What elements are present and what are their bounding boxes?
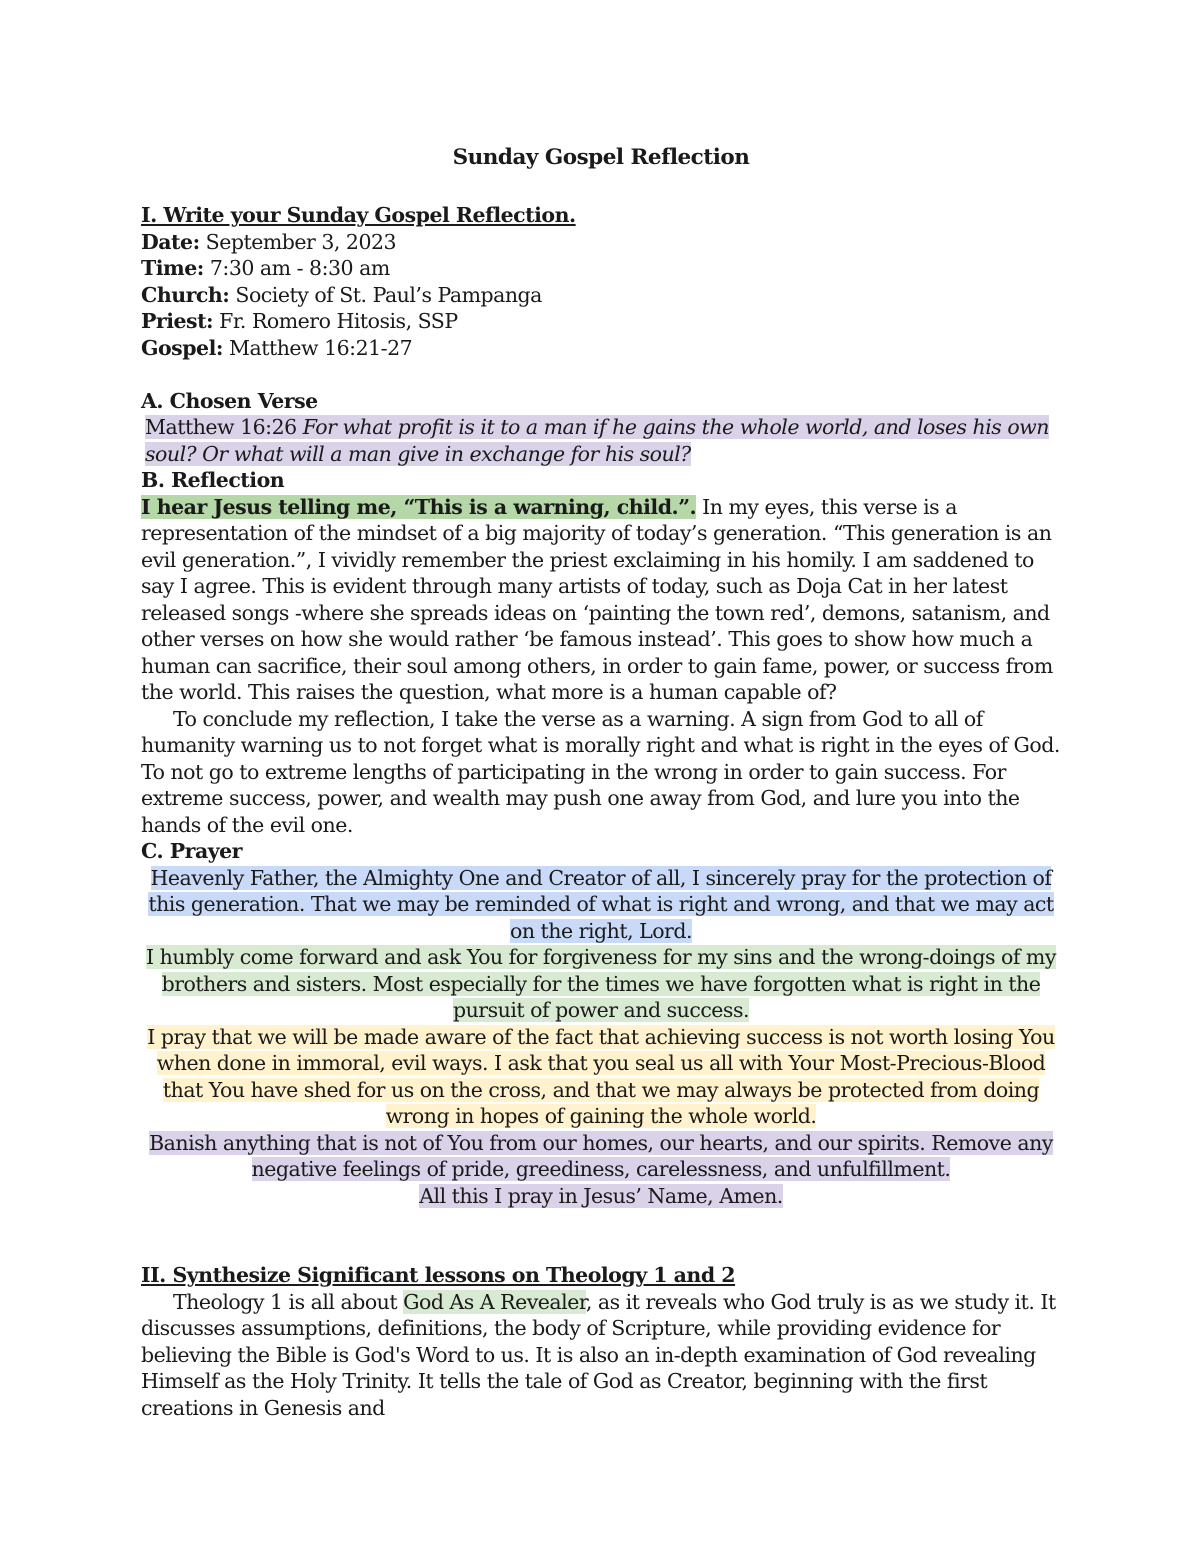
field-label: Church: xyxy=(141,282,230,307)
section-2-intro: Theology 1 is all about xyxy=(173,1289,404,1314)
section-2-heading: II. Synthesize Significant lessons on Theology 1 and 2 xyxy=(141,1263,736,1287)
field-value: Fr. Romero Hitosis, SSP xyxy=(219,309,458,333)
spacer xyxy=(141,1209,1061,1262)
field-church xyxy=(141,282,1061,309)
verse-reference: Matthew 16:26 xyxy=(145,415,303,439)
field-value: Matthew 16:21-27 xyxy=(229,335,413,360)
prayer-heading: C. Prayer xyxy=(141,839,242,863)
chosen-verse-text xyxy=(141,414,1061,467)
spacer xyxy=(141,361,1061,388)
prayer-text: Heavenly Father, the Almighty One and Creator of all, I sincerely pray for the protection of this generation. That we may be reminded of what is right and wrong, and that we may act on the right, Lord. xyxy=(148,865,1054,943)
prayer-paragraph-4 xyxy=(141,1130,1061,1210)
field-value: 7:30 am - 8:30 am xyxy=(209,256,390,280)
reflection-body: In my eyes, this verse is a representation of the mindset of a big majority of today’s generation. “This generation is an evil generation.”, I vividly remember the priest exclaiming in his homily. I am saddened to say I agree. This is evident through many artists of today, such as Doja Cat in her latest released songs -where she spreads ideas on ‘painting the town red’, demons, satanism, and other verses on how she would rather ‘be famous instead’. This goes to show how much a human can sacrifice, their soul among others, in order to gain fame, power, or success from the world. This raises the question, what more is a human capable of? xyxy=(141,494,1053,704)
verse-quote: For what profit is it to a man if he gains the whole world, and loses his own soul? Or what will a man give in exchange for his soul? xyxy=(145,415,1049,466)
chosen-verse-heading: A. Chosen Verse xyxy=(141,388,318,413)
verse-highlight xyxy=(145,415,1049,466)
prayer-text: I pray that we will be made aware of the fact that achieving success is not worth losing You when done in immoral, evil ways. I ask that you seal us all with Your Most-Precious-Blood that You have shed for us on the cross, and that we may always be protected from doing wrong in hopes of gaining the whole world. xyxy=(147,1024,1055,1128)
field-label: Date: xyxy=(141,229,200,254)
prayer-paragraph-2 xyxy=(141,944,1061,1024)
field-date xyxy=(141,229,1061,256)
section-2-paragraph xyxy=(141,1289,1061,1422)
prayer-closing: All this I pray in Jesus’ Name, Amen. xyxy=(419,1183,783,1208)
field-gospel xyxy=(141,335,1061,362)
section-2-highlight: God As A Revealer xyxy=(403,1289,586,1314)
field-value: Society of St. Paul’s Pampanga xyxy=(235,282,542,307)
reflection-paragraph-1 xyxy=(141,494,1061,706)
section-1-heading: I. Write your Sunday Gospel Reflection. xyxy=(141,203,576,227)
reflection-lead: I hear Jesus telling me, “This is a warning, child.”. xyxy=(141,494,697,519)
prayer-text: I humbly come forward and ask You for forgiveness for my sins and the wrong-doings of my brothers and sisters. Most especially for the times we have forgotten what is right in the pursuit of power and success. xyxy=(146,945,1056,1022)
field-label: Time: xyxy=(141,256,204,280)
field-label: Priest: xyxy=(141,309,214,333)
reflection-paragraph-2: To conclude my reflection, I take the verse as a warning. A sign from God to all of humanity warning us to not forget what is morally right and what is right in the eyes of God. To not go to extreme lengths of participating in the wrong in order to gain success. For extreme success, power, and wealth may push one away from God, and lure you into the hands of the evil one. xyxy=(141,706,1060,837)
section-2-rest: , as it reveals who God truly is as we study it. It discusses assumptions, definitions, the body of Scripture, while providing evidence for believing the Bible is God's Word to us. It is also an in-depth examination of God revealing Himself as the Holy Trinity. It tells the tale of God as Creator, beginning with the first creations in Genesis and xyxy=(141,1289,1056,1420)
field-time xyxy=(141,255,1061,282)
document-content xyxy=(141,142,1061,1421)
field-label: Gospel: xyxy=(141,335,223,360)
page-title: Sunday Gospel Reflection xyxy=(452,145,750,170)
field-value: September 3, 2023 xyxy=(205,229,397,254)
field-priest xyxy=(141,308,1061,335)
prayer-paragraph-3 xyxy=(141,1024,1061,1130)
prayer-paragraph-1 xyxy=(141,865,1061,945)
prayer-text: Banish anything that is not of You from our homes, our hearts, and our spirits. Remove any negative feelings of pride, greediness, carelessness, and unfulfillment. xyxy=(149,1130,1053,1181)
reflection-heading: B. Reflection xyxy=(141,468,285,492)
